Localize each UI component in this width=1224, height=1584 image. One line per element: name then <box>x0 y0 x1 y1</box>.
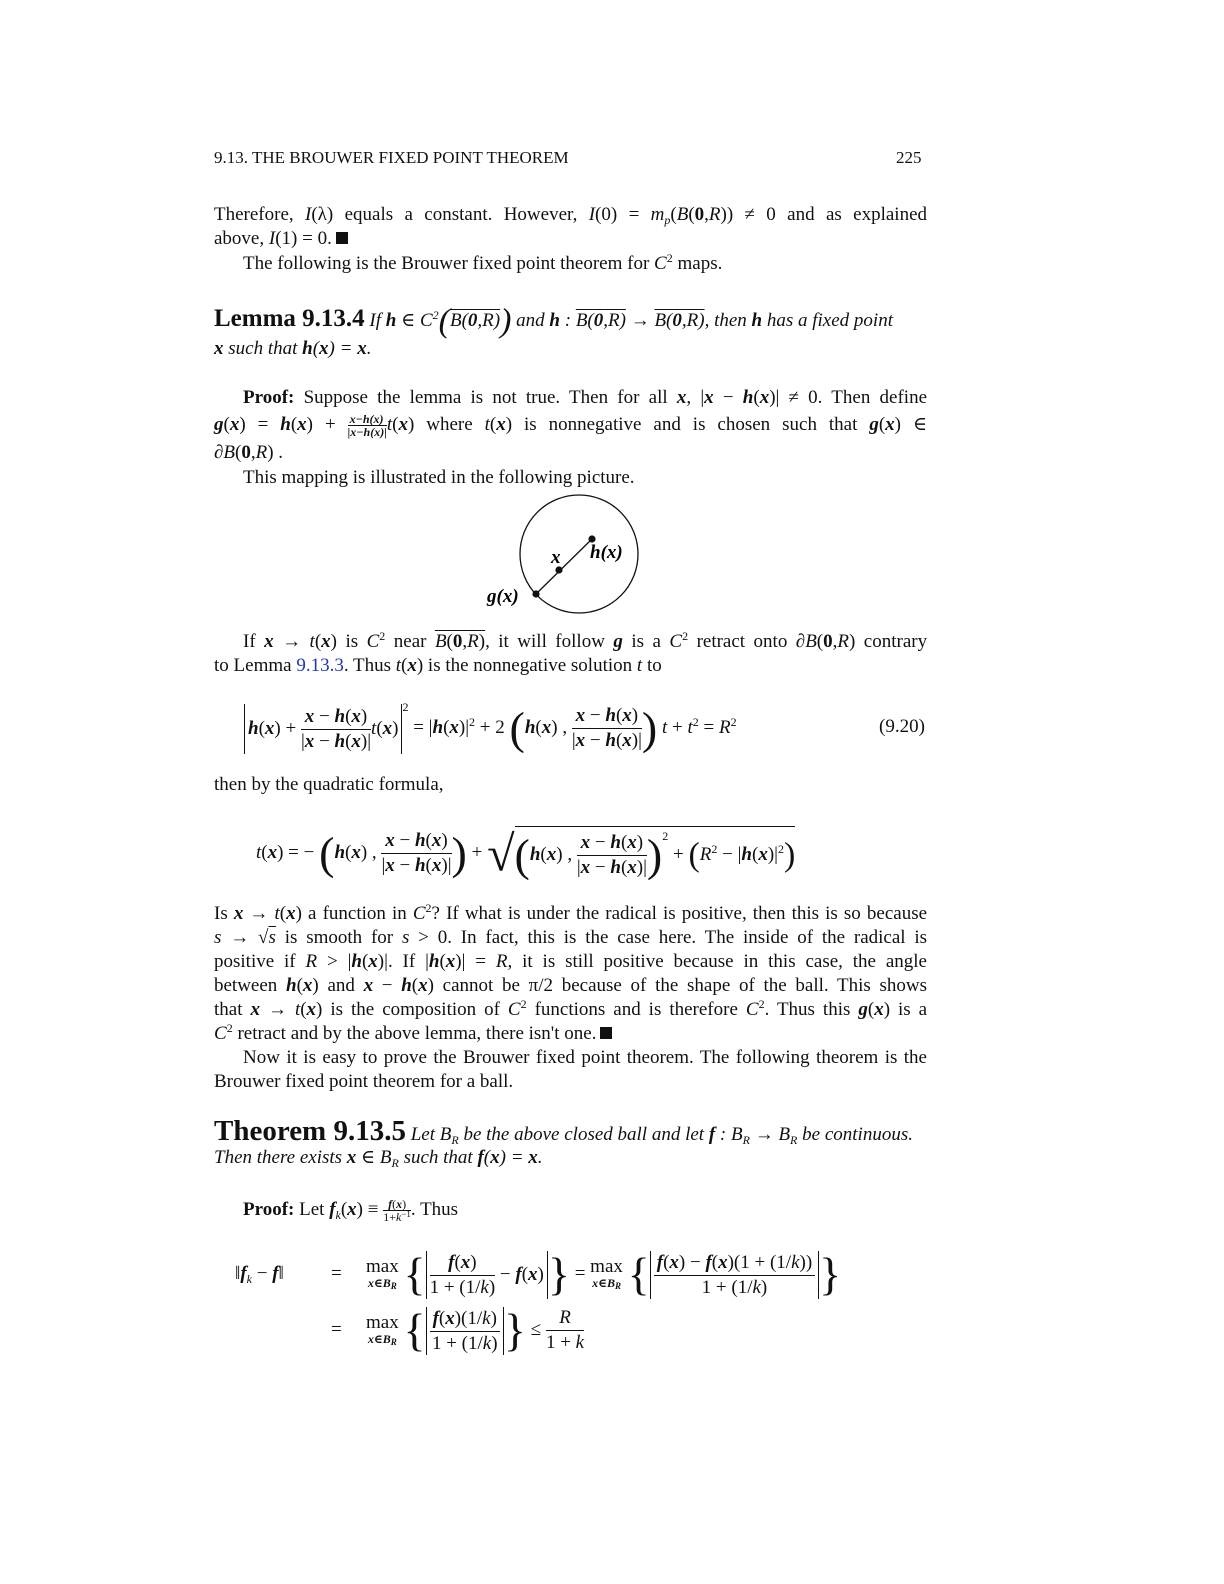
equals-sign-1: = <box>331 1263 342 1284</box>
para3-line6: $C^2$ retract and by the above lemma, there isn't one. <box>214 1022 927 1046</box>
qed-mark <box>600 1027 612 1039</box>
para3-line3: positive if R > |h(x)|. If |h(x)| = R, it is still positive because in this case, the angle <box>214 951 927 972</box>
para3-line4: between h(x) and x − h(x) cannot be π/2 because of the shape of the ball. This shows <box>214 975 927 996</box>
norm-estimate-rhs1: max $x\in B_R$ { $\frac{f(x)}{1 + (1/k)}$ − f(x)} = max $x\in B_R$ { $\frac{f(x) - f(x)(1 + (1/k))}{1 + (1/k)}$ } <box>366 1248 842 1300</box>
equals-sign-2: = <box>331 1319 342 1340</box>
figure-label-x: x <box>551 547 561 568</box>
quadratic-intro: then by the quadratic formula, <box>214 774 444 795</box>
para3-line5: that x → t(x) is the composition of $C^2$ functions and is therefore $C^2$. Thus this g(x) is a <box>214 997 928 1020</box>
theorem-statement: Theorem 9.13.5 Let $B_R$ be the above closed ball and let f : $B_R \to B_R$ be continuous. <box>214 1115 913 1147</box>
point-gx <box>532 590 539 597</box>
para3-line1: Is x → t(x) a function in $C^2$? If what is under the radical is positive, then this is so because <box>214 901 928 924</box>
lemma-statement-line2: x such that h(x) = x. <box>214 338 372 359</box>
theorem-label: Theorem 9.13.5 <box>214 1115 406 1147</box>
ray-line <box>536 537 594 594</box>
page-number: 225 <box>896 148 922 167</box>
picture-intro: This mapping is illustrated in the following picture. <box>243 467 635 488</box>
proof1-line3: ∂B(0,R) . <box>214 442 284 463</box>
qed-mark <box>336 232 348 244</box>
theorem-statement-line2: Then there exists x ∈ $B_R$ such that f(x) = x. <box>214 1147 543 1170</box>
proof1-line2: g(x) = h(x) + $\frac{x-h(x)}{|x-h(x)|}$ t(x) where t(x) is nonnegative and is chosen such that g(x) ∈ <box>214 412 928 440</box>
para1-line1: Therefore, I(λ) equals a constant. However, $I(0) = m_p(B(0,R)) \ne 0$ and as explained <box>214 204 928 227</box>
para1-line2: above, I(1) = 0. <box>214 227 927 251</box>
proof2-line1: Proof: Let $f_k(x)$ ≡ $\frac{f(x)}{1+k^{-1}}$ . Thus <box>243 1197 459 1225</box>
norm-estimate-line1: $‖f_k$ − f‖ <box>235 1263 284 1286</box>
proof1-line1: Proof: Suppose the lemma is not true. Then for all x, |x − h(x)| ≠ 0. Then define <box>243 387 928 408</box>
lemma-label: Lemma 9.13.4 <box>214 305 365 332</box>
equation-9-20: h(x) + $\frac{x - h(x)}{|x - h(x)|}$ $t(x)^2 = |h(x)|^2 + 2$ (h(x) , $\frac{x - h(x)}{|x - h(x)|}$ ) $t + t^2 = R^2$ <box>244 700 737 756</box>
para3-line2: s → √s is smooth for s > 0. In fact, this is the case here. The inside of the radical is <box>214 927 928 948</box>
retraction-figure <box>470 490 670 620</box>
proof-label: Proof: <box>243 387 295 408</box>
quadratic-formula: t(x) = − (h(x) , $\frac{x - h(x)}{|x - h(x)|}$ ) + √(h(x) , $\frac{x - h(x)}{|x - h(x)|}$ )$^2 + (R^2 - |h(x)|^2)$ <box>256 825 796 882</box>
figure-label-gx: g(x) <box>487 586 519 607</box>
para3-line8: Brouwer fixed point theorem for a ball. <box>214 1071 514 1092</box>
equation-number: (9.20) <box>879 716 925 737</box>
figure-label-hx: h(x) <box>590 542 623 563</box>
running-header: 9.13. THE BROUWER FIXED POINT THEOREM <box>214 148 569 167</box>
para1-line3: The following is the Brouwer fixed point theorem for $C^2$ maps. <box>243 251 723 274</box>
para2-line1: If x → t(x) is $C^2$ near B(0,R), it will follow g is a $C^2$ retract onto ∂B(0,R) contrary <box>243 629 928 652</box>
para3-line7: Now it is easy to prove the Brouwer fixed point theorem. The following theorem is the <box>243 1047 927 1068</box>
proof-label: Proof: <box>243 1199 295 1220</box>
lemma-reference-link[interactable]: 9.13.3 <box>296 655 344 676</box>
para2-line2: to Lemma 9.13.3. Thus t(x) is the nonnegative solution t to <box>214 655 662 676</box>
norm-estimate-rhs2: max $x\in B_R$ { $\frac{f(x)(1/k)}{1 + (1/k)}$ } ≤ $\frac{R}{1 + k}$ <box>366 1304 585 1356</box>
lemma-statement: Lemma 9.13.4 If h ∈ $C^2(B(0,R))$ and h : B(0,R) → B(0,R), then h has a fixed point <box>214 302 893 340</box>
